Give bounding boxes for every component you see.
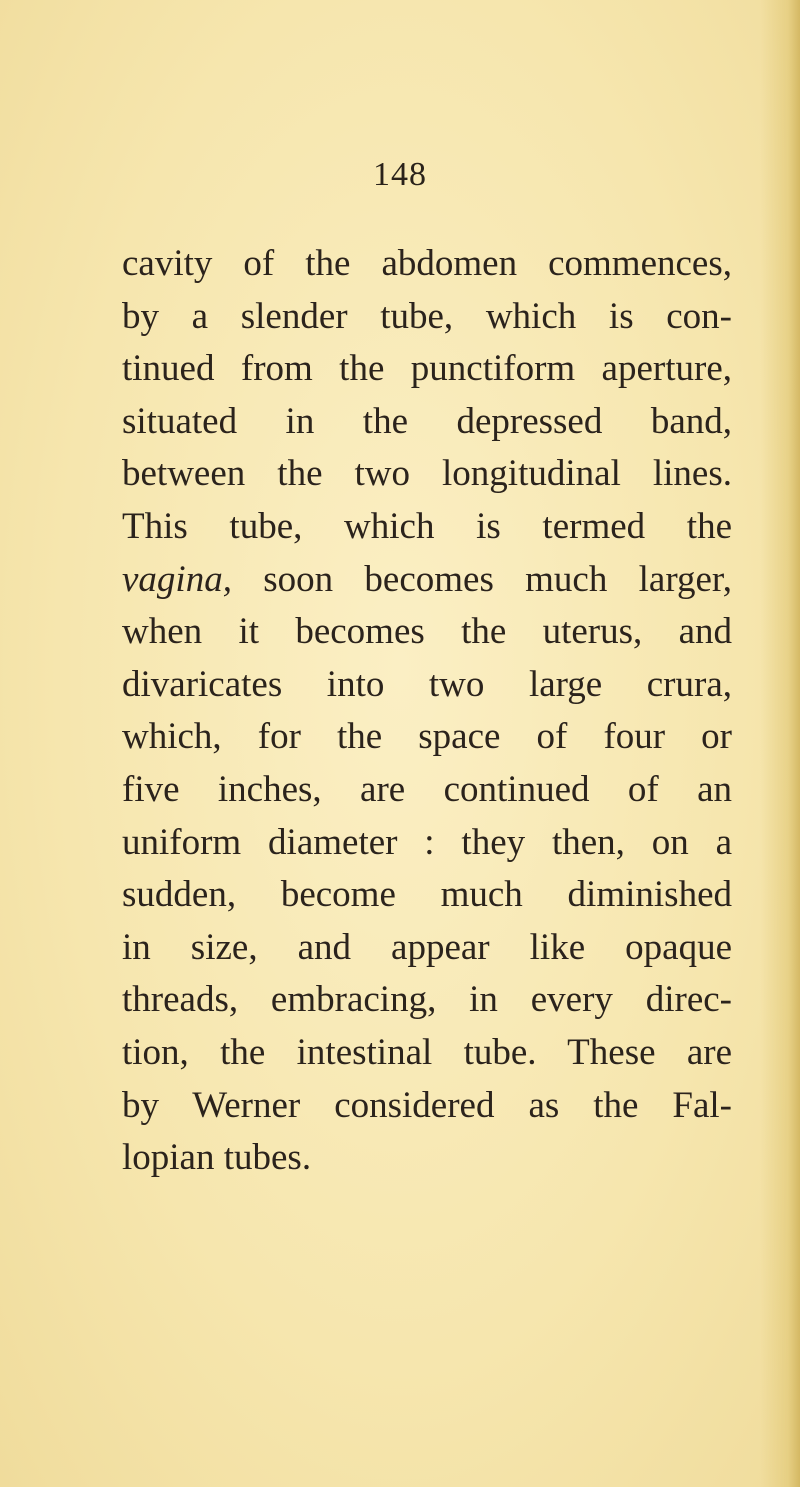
text-line: by Werner considered as the Fal- xyxy=(122,1084,732,1126)
italic-term: vagina, xyxy=(122,558,232,600)
text-line: situated in the depressed band, xyxy=(122,400,732,442)
text-line: lopian tubes. xyxy=(122,1137,312,1179)
text-line xyxy=(122,554,732,607)
text-line: when it becomes the uterus, and xyxy=(122,611,732,653)
text-line: between the two longitudinal lines. xyxy=(122,453,732,495)
text-line-rest: soon becomes much larger, xyxy=(231,558,732,600)
text-line: tion, the intestinal tube. These are xyxy=(122,1031,732,1073)
text-line: five inches, are continued of an xyxy=(122,768,732,810)
text-line: tinued from the punctiform aperture, xyxy=(122,348,732,390)
body-text xyxy=(122,238,732,1185)
text-line: by a slender tube, which is con- xyxy=(122,295,732,337)
text-line: threads, embracing, in every direc- xyxy=(122,979,732,1021)
page-edge-shadow xyxy=(760,0,800,1487)
text-line: cavity of the abdomen commences, xyxy=(122,243,732,284)
text-line: in size, and appear like opaque xyxy=(122,926,732,968)
page-number: 148 xyxy=(373,156,427,193)
text-line: This tube, which is termed the xyxy=(122,505,732,547)
text-line: which, for the space of four or xyxy=(122,716,732,758)
text-line: uniform diameter : they then, on a xyxy=(122,821,732,863)
text-line: divaricates into two large crura, xyxy=(122,663,732,705)
text-line: sudden, become much diminished xyxy=(122,874,732,916)
